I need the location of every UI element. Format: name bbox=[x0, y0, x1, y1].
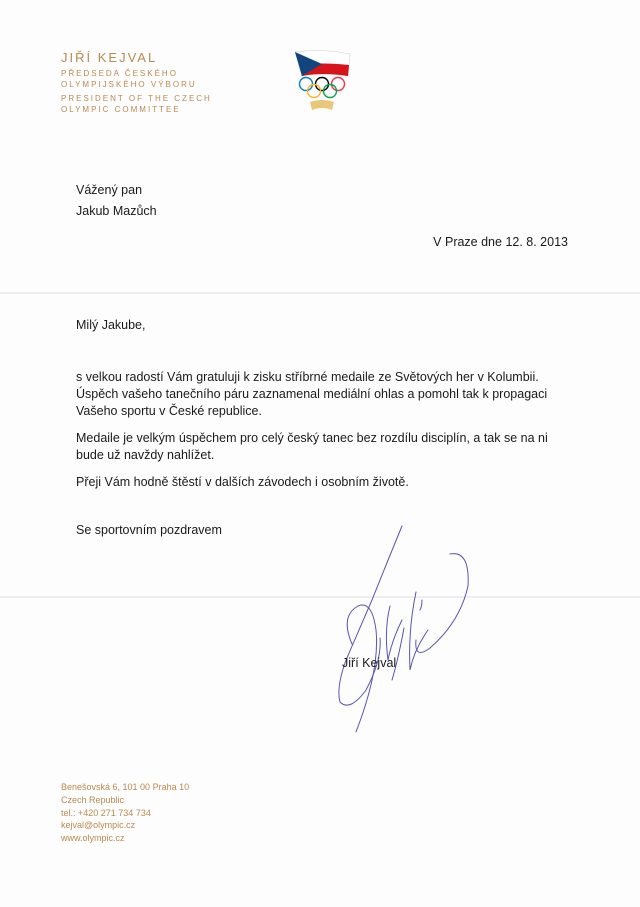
body-paragraph-3: Přeji Vám hodně štěstí v dalších závodech i osobním životě. bbox=[76, 475, 409, 489]
footer-website[interactable]: www.olympic.cz bbox=[61, 833, 125, 844]
letterhead-name: JIŘÍ KEJVAL bbox=[61, 50, 158, 65]
letter-body bbox=[76, 369, 576, 501]
letterhead-title-en-1: PRESIDENT OF THE CZECH bbox=[61, 94, 212, 103]
letterhead bbox=[61, 50, 212, 115]
greeting: Milý Jakube, bbox=[76, 318, 146, 332]
czech-olympic-committee-logo bbox=[292, 46, 352, 114]
letterhead-title-cz-1: PŘEDSEDA ČESKÉHO bbox=[61, 69, 178, 78]
fold-line bbox=[0, 292, 640, 294]
letterhead-footer bbox=[61, 781, 189, 845]
letterhead-title-cz-2: OLYMPIJSKÉHO VÝBORU bbox=[61, 79, 197, 89]
footer-phone: tel.: +420 271 734 734 bbox=[61, 807, 151, 818]
addressee bbox=[76, 180, 157, 222]
closing: Se sportovním pozdravem bbox=[76, 523, 222, 537]
body-paragraph-1: s velkou radostí Vám gratuluji k zisku stříbrné medaile ze Světových her v Kolumbii. Úspěch vašeho tanečního páru zaznamenal mediální ohlas a pomohl tak k propagaci Vašeho sportu v České republice. bbox=[76, 370, 548, 418]
footer-email[interactable]: kejval@olympic.cz bbox=[61, 820, 136, 831]
footer-country: Czech Republic bbox=[61, 794, 125, 805]
letter-date: V Praze dne 12. 8. 2013 bbox=[433, 235, 568, 249]
addressee-salutation: Vážený pan bbox=[76, 183, 143, 197]
signatory-name: Jiří Kejval bbox=[342, 656, 397, 670]
body-paragraph-2: Medaile je velkým úspěchem pro celý český tanec bez rozdílu disciplín, a tak se na ni bude už navždy nahlížet. bbox=[76, 431, 548, 462]
addressee-name: Jakub Mazůch bbox=[76, 204, 157, 218]
handwritten-signature bbox=[310, 520, 490, 740]
footer-address: Benešovská 6, 101 00 Praha 10 bbox=[61, 782, 190, 792]
letterhead-title-en-2: OLYMPIC COMMITTEE bbox=[61, 104, 181, 114]
